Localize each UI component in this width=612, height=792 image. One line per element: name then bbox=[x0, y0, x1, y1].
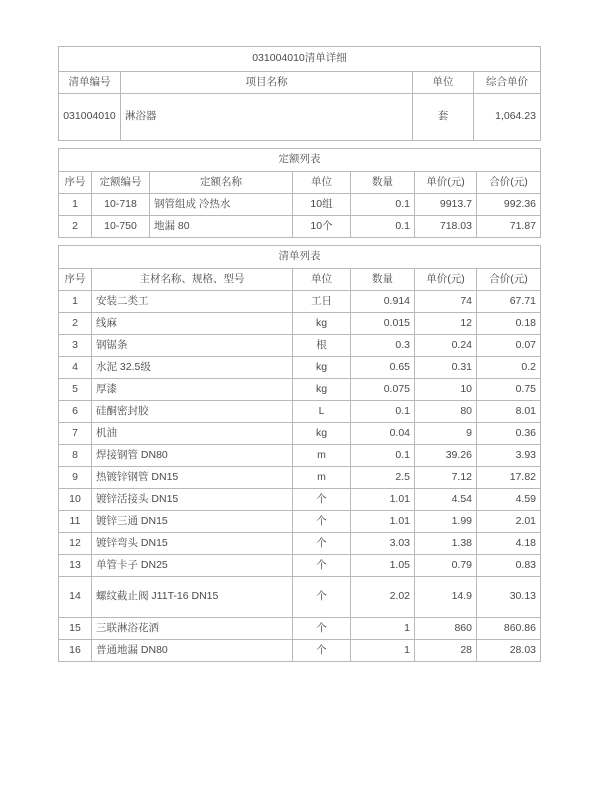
quota-header-row bbox=[59, 172, 541, 194]
quota-section-title-row bbox=[59, 149, 541, 172]
billing-name: 厚漆 bbox=[92, 379, 293, 401]
billing-index: 13 bbox=[59, 555, 92, 577]
billing-header-name: 主材名称、规格、型号 bbox=[92, 269, 293, 291]
quota-code: 10-718 bbox=[92, 194, 150, 216]
billing-section-title: 清单列表 bbox=[59, 246, 541, 269]
billing-price: 1.38 bbox=[415, 533, 477, 555]
summary-header-name: 项目名称 bbox=[121, 72, 413, 94]
billing-header-price: 单价(元) bbox=[415, 269, 477, 291]
quota-header-code: 定额编号 bbox=[92, 172, 150, 194]
billing-name: 镀锌弯头 DN15 bbox=[92, 533, 293, 555]
quota-price: 9913.7 bbox=[415, 194, 477, 216]
quota-list-table bbox=[58, 148, 541, 238]
billing-price: 28 bbox=[415, 640, 477, 662]
billing-qty: 0.1 bbox=[351, 401, 415, 423]
billing-unit: m bbox=[293, 445, 351, 467]
table-row bbox=[59, 511, 541, 533]
quota-name: 地漏 80 bbox=[150, 216, 293, 238]
billing-total: 4.59 bbox=[477, 489, 541, 511]
billing-unit: 个 bbox=[293, 555, 351, 577]
document-title-row bbox=[59, 47, 541, 72]
billing-unit: 个 bbox=[293, 489, 351, 511]
quota-header-index: 序号 bbox=[59, 172, 92, 194]
quota-header-total: 合价(元) bbox=[477, 172, 541, 194]
billing-qty: 0.04 bbox=[351, 423, 415, 445]
billing-index: 4 bbox=[59, 357, 92, 379]
billing-unit: 个 bbox=[293, 640, 351, 662]
summary-data-row bbox=[59, 94, 541, 141]
billing-name: 三联淋浴花洒 bbox=[92, 618, 293, 640]
billing-qty: 1 bbox=[351, 618, 415, 640]
billing-price: 39.26 bbox=[415, 445, 477, 467]
billing-price: 7.12 bbox=[415, 467, 477, 489]
billing-header-unit: 单位 bbox=[293, 269, 351, 291]
quota-qty: 0.1 bbox=[351, 194, 415, 216]
billing-section-title-row bbox=[59, 246, 541, 269]
table-row bbox=[59, 640, 541, 662]
billing-index: 11 bbox=[59, 511, 92, 533]
billing-name: 热镀锌钢管 DN15 bbox=[92, 467, 293, 489]
billing-qty: 1.01 bbox=[351, 489, 415, 511]
table-row bbox=[59, 313, 541, 335]
summary-unit-price: 1,064.23 bbox=[474, 94, 541, 141]
billing-unit: 根 bbox=[293, 335, 351, 357]
billing-price: 12 bbox=[415, 313, 477, 335]
quota-qty: 0.1 bbox=[351, 216, 415, 238]
billing-total: 4.18 bbox=[477, 533, 541, 555]
billing-price: 74 bbox=[415, 291, 477, 313]
billing-name: 镀锌活接头 DN15 bbox=[92, 489, 293, 511]
table-row bbox=[59, 577, 541, 618]
billing-total: 67.71 bbox=[477, 291, 541, 313]
billing-list-table bbox=[58, 245, 541, 662]
summary-table bbox=[58, 46, 541, 141]
billing-unit: kg bbox=[293, 423, 351, 445]
billing-unit: kg bbox=[293, 379, 351, 401]
billing-price: 10 bbox=[415, 379, 477, 401]
billing-unit: 个 bbox=[293, 577, 351, 618]
billing-index: 10 bbox=[59, 489, 92, 511]
billing-name: 机油 bbox=[92, 423, 293, 445]
billing-total: 30.13 bbox=[477, 577, 541, 618]
billing-price: 80 bbox=[415, 401, 477, 423]
billing-unit: kg bbox=[293, 313, 351, 335]
billing-unit: 工日 bbox=[293, 291, 351, 313]
billing-name: 安装二类工 bbox=[92, 291, 293, 313]
billing-header-row bbox=[59, 269, 541, 291]
billing-price: 14.9 bbox=[415, 577, 477, 618]
billing-total: 0.2 bbox=[477, 357, 541, 379]
billing-header-index: 序号 bbox=[59, 269, 92, 291]
billing-total: 0.07 bbox=[477, 335, 541, 357]
table-row bbox=[59, 533, 541, 555]
billing-index: 9 bbox=[59, 467, 92, 489]
billing-unit: 个 bbox=[293, 511, 351, 533]
billing-qty: 0.015 bbox=[351, 313, 415, 335]
quota-section-title: 定额列表 bbox=[59, 149, 541, 172]
table-row bbox=[59, 467, 541, 489]
table-row bbox=[59, 445, 541, 467]
billing-qty: 2.5 bbox=[351, 467, 415, 489]
table-row bbox=[59, 357, 541, 379]
quota-header-qty: 数量 bbox=[351, 172, 415, 194]
billing-qty: 2.02 bbox=[351, 577, 415, 618]
billing-index: 15 bbox=[59, 618, 92, 640]
quota-unit: 10组 bbox=[293, 194, 351, 216]
quota-price: 718.03 bbox=[415, 216, 477, 238]
table-row bbox=[59, 555, 541, 577]
billing-price: 4.54 bbox=[415, 489, 477, 511]
billing-total: 8.01 bbox=[477, 401, 541, 423]
billing-price: 0.79 bbox=[415, 555, 477, 577]
billing-qty: 0.914 bbox=[351, 291, 415, 313]
billing-index: 12 bbox=[59, 533, 92, 555]
billing-index: 2 bbox=[59, 313, 92, 335]
billing-unit: kg bbox=[293, 357, 351, 379]
quota-header-unit: 单位 bbox=[293, 172, 351, 194]
table-row bbox=[59, 194, 541, 216]
quota-header-name: 定额名称 bbox=[150, 172, 293, 194]
table-row bbox=[59, 379, 541, 401]
billing-total: 2.01 bbox=[477, 511, 541, 533]
billing-qty: 1 bbox=[351, 640, 415, 662]
billing-index: 7 bbox=[59, 423, 92, 445]
table-row bbox=[59, 401, 541, 423]
quota-total: 992.36 bbox=[477, 194, 541, 216]
billing-total: 17.82 bbox=[477, 467, 541, 489]
clearing-detail-sheet bbox=[58, 46, 540, 662]
table-row bbox=[59, 489, 541, 511]
billing-price: 9 bbox=[415, 423, 477, 445]
billing-index: 16 bbox=[59, 640, 92, 662]
quota-code: 10-750 bbox=[92, 216, 150, 238]
billing-qty: 0.65 bbox=[351, 357, 415, 379]
billing-total: 0.83 bbox=[477, 555, 541, 577]
quota-name: 钢管组成 冷热水 bbox=[150, 194, 293, 216]
billing-name: 镀锌三通 DN15 bbox=[92, 511, 293, 533]
billing-qty: 0.1 bbox=[351, 445, 415, 467]
quota-index: 2 bbox=[59, 216, 92, 238]
billing-total: 0.18 bbox=[477, 313, 541, 335]
billing-name: 线麻 bbox=[92, 313, 293, 335]
summary-code: 031004010 bbox=[59, 94, 121, 141]
section-gap-2 bbox=[58, 238, 540, 245]
billing-index: 3 bbox=[59, 335, 92, 357]
billing-qty: 1.01 bbox=[351, 511, 415, 533]
table-row bbox=[59, 423, 541, 445]
quota-header-price: 单价(元) bbox=[415, 172, 477, 194]
billing-index: 8 bbox=[59, 445, 92, 467]
table-row bbox=[59, 335, 541, 357]
billing-name: 焊接钢管 DN80 bbox=[92, 445, 293, 467]
billing-name: 单管卡子 DN25 bbox=[92, 555, 293, 577]
section-gap-1 bbox=[58, 141, 540, 148]
billing-name: 普通地漏 DN80 bbox=[92, 640, 293, 662]
billing-name: 螺纹截止阀 J11T-16 DN15 bbox=[92, 577, 293, 618]
billing-unit: 个 bbox=[293, 618, 351, 640]
quota-unit: 10个 bbox=[293, 216, 351, 238]
quota-total: 71.87 bbox=[477, 216, 541, 238]
summary-header-code: 清单编号 bbox=[59, 72, 121, 94]
billing-total: 0.75 bbox=[477, 379, 541, 401]
billing-total: 3.93 bbox=[477, 445, 541, 467]
summary-header-row bbox=[59, 72, 541, 94]
billing-qty: 0.3 bbox=[351, 335, 415, 357]
summary-header-unit-price: 综合单价 bbox=[474, 72, 541, 94]
billing-unit: L bbox=[293, 401, 351, 423]
billing-price: 860 bbox=[415, 618, 477, 640]
billing-index: 1 bbox=[59, 291, 92, 313]
billing-unit: m bbox=[293, 467, 351, 489]
summary-name: 淋浴器 bbox=[121, 94, 413, 141]
billing-header-total: 合价(元) bbox=[477, 269, 541, 291]
table-row bbox=[59, 618, 541, 640]
quota-index: 1 bbox=[59, 194, 92, 216]
billing-name: 钢锯条 bbox=[92, 335, 293, 357]
billing-price: 0.24 bbox=[415, 335, 477, 357]
billing-qty: 1.05 bbox=[351, 555, 415, 577]
billing-index: 6 bbox=[59, 401, 92, 423]
billing-name: 水泥 32.5级 bbox=[92, 357, 293, 379]
table-row bbox=[59, 291, 541, 313]
billing-header-qty: 数量 bbox=[351, 269, 415, 291]
billing-total: 0.36 bbox=[477, 423, 541, 445]
billing-total: 860.86 bbox=[477, 618, 541, 640]
billing-price: 1.99 bbox=[415, 511, 477, 533]
billing-price: 0.31 bbox=[415, 357, 477, 379]
table-row bbox=[59, 216, 541, 238]
billing-qty: 3.03 bbox=[351, 533, 415, 555]
summary-header-unit: 单位 bbox=[413, 72, 474, 94]
billing-index: 5 bbox=[59, 379, 92, 401]
billing-name: 硅酮密封胶 bbox=[92, 401, 293, 423]
summary-unit: 套 bbox=[413, 94, 474, 141]
page-title: 031004010清单详细 bbox=[59, 47, 541, 72]
billing-total: 28.03 bbox=[477, 640, 541, 662]
billing-unit: 个 bbox=[293, 533, 351, 555]
billing-index: 14 bbox=[59, 577, 92, 618]
billing-qty: 0.075 bbox=[351, 379, 415, 401]
